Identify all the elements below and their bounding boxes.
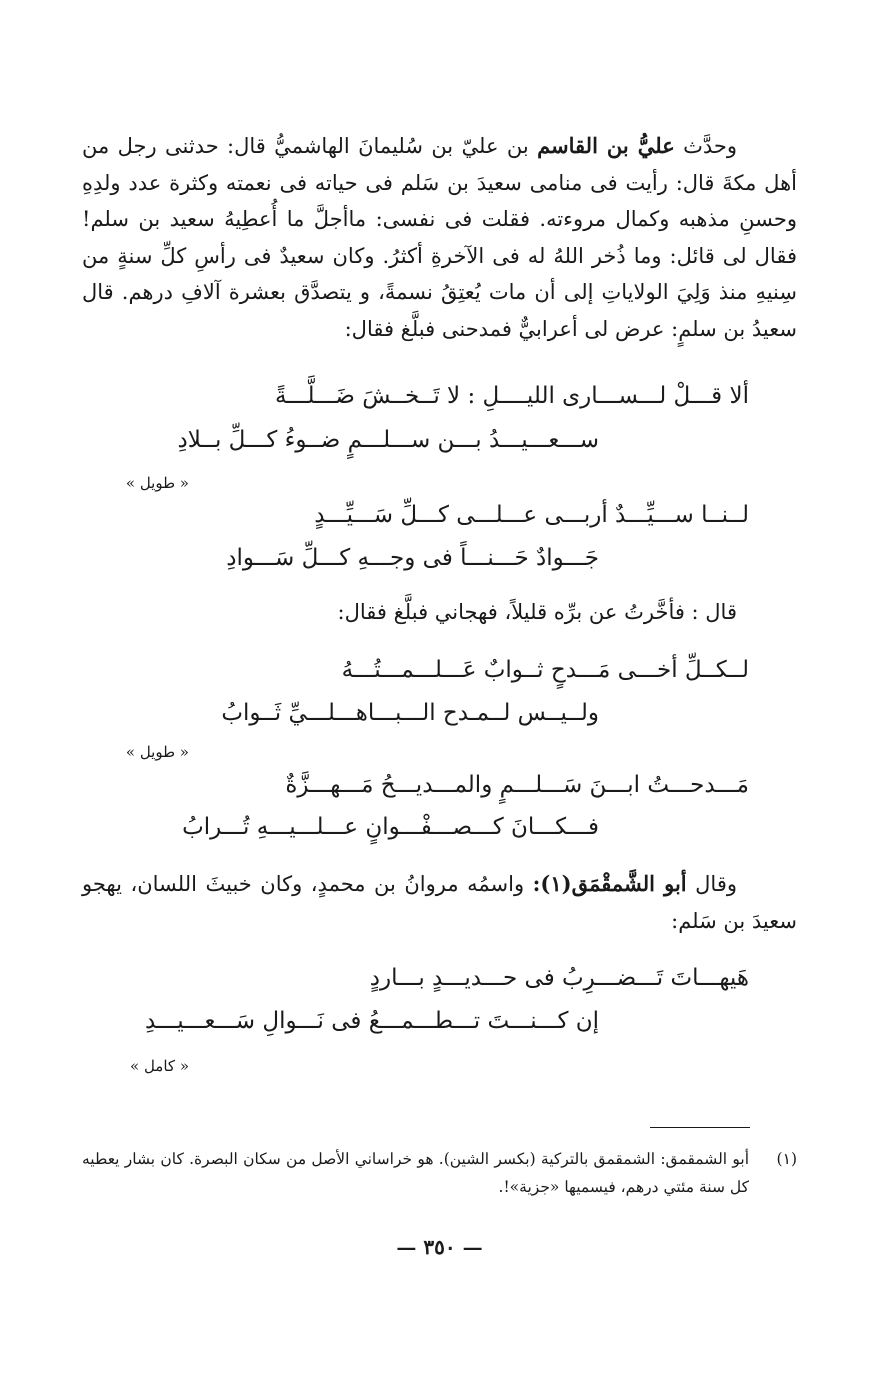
poem-1-line-3: لــنــا ســـيِّـــدٌ أربـــى عـــلـــى كـــلِّ سَـــيِّـــدٍ — [314, 502, 749, 528]
paragraph-3-intro: وقال — [686, 872, 737, 896]
paragraph-3-block — [82, 866, 797, 939]
paragraph-3 — [82, 866, 797, 939]
paragraph-2-block — [82, 594, 797, 631]
poem-1-line-1: ألا قـــلْ لـــســـارى الليــــلِ : لا تَــخــشَ ضَـــلَّـــةً — [274, 383, 749, 409]
paragraph-1 — [82, 128, 797, 347]
person-name: عليُّ بن القاسم — [537, 133, 675, 158]
poem-1-meter: « طويل » — [125, 474, 189, 492]
paragraph-1-body: بن عليّ بن سُليمانَ الهاشميُّ قال: حدثنى رجل من أهل مكةَ قال: رأيت فى منامى سعيدَ بن سَلم فى حياته فى نعمته وكثرة عدد ولدِهِ وحسنِ مذهبه وكمال مروءته. فقلت فى نفسى: ماأجلَّ ما أُعطِيهُ سعيد بن سلم! فقال لى قائل: وما ذُخر اللهُ له فى الآخرةِ أكثرُ. وكان سعيدٌ فى رأسِ كلِّ سنةٍ من سِنيهِ منذ وَلِيَ الولاياتِ إلى أن مات يُعتِقُ نسمةً، و يتصدَّق بعشرة آلافِ درهم. قال سعيدُ بن سلمٍ: عرض لى أعرابيٌّ فمدحنى فبلَّغ فقال: — [82, 134, 797, 341]
poem-3-line-2: إن كـــنـــتَ تـــطـــمـــعُ فى نَـــوالِ سَـــعـــيـــدِ — [145, 1008, 599, 1034]
paragraph-3-body: واسمُه مروانُ بن محمدٍ، وكان خبيثَ اللسان، يهجو سعيدَ بن سَلم: — [82, 872, 797, 933]
footnote-ref: (١): — [532, 871, 572, 896]
footnote-number: (١) — [776, 1150, 797, 1168]
main-text — [82, 128, 797, 347]
poem-2-line-3: مَـــدحـــتُ ابـــنَ سَـــلـــمٍ والمـــديـــحُ مَـــهـــزَّةٌ — [285, 772, 749, 798]
poem-1-line-2: ســـعـــيـــدُ بـــن ســـلـــمٍ ضــوءُ كـــلِّ بــلادِ — [177, 427, 599, 453]
poet-name: أبو الشَّمقْمَق — [571, 871, 687, 896]
poem-2-meter: « طويل » — [125, 743, 189, 761]
poem-2-line-1: لــكــلِّ أخـــى مَـــدحٍ ثــوابٌ عَـــلـــمـــتُـــهُ — [341, 657, 749, 683]
poem-2-line-4: فـــكـــانَ كـــصـــفْـــوانٍ عـــلـــيـــهِ تُـــرابُ — [182, 814, 599, 840]
poem-3-line-1: هَيهـــاتَ تَـــضـــرِبُ فى حـــديـــدٍ بـــاردٍ — [369, 965, 749, 991]
footnote-divider — [650, 1127, 750, 1128]
footnote — [82, 1145, 797, 1201]
footnote-text: أبو الشمقمق: الشمقمق بالتركية (بكسر الشين). هو خراساني الأصل من سكان البصرة. كان بشار يعطيه كل سنة مئتي درهم، فيسميها «جزية»!. — [82, 1150, 749, 1196]
paragraph-1-intro: وحدَّث — [674, 134, 738, 158]
poem-3-meter: « كامل » — [130, 1057, 189, 1075]
poem-2-line-2: ولــيــس لــمـدح الـــبـــاهـــلـــيِّ ثَــوابُ — [221, 700, 599, 726]
paragraph-2: قال : فأخَّرتُ عن برِّه قليلاً، فهجاني فبلَّغ فقال: — [337, 600, 737, 624]
page-number: — ٣٥٠ — — [396, 1235, 483, 1259]
poem-1-line-4: جَـــوادٌ حَـــنـــاً فى وجـــهِ كـــلِّ سَـــوادِ — [226, 545, 599, 571]
